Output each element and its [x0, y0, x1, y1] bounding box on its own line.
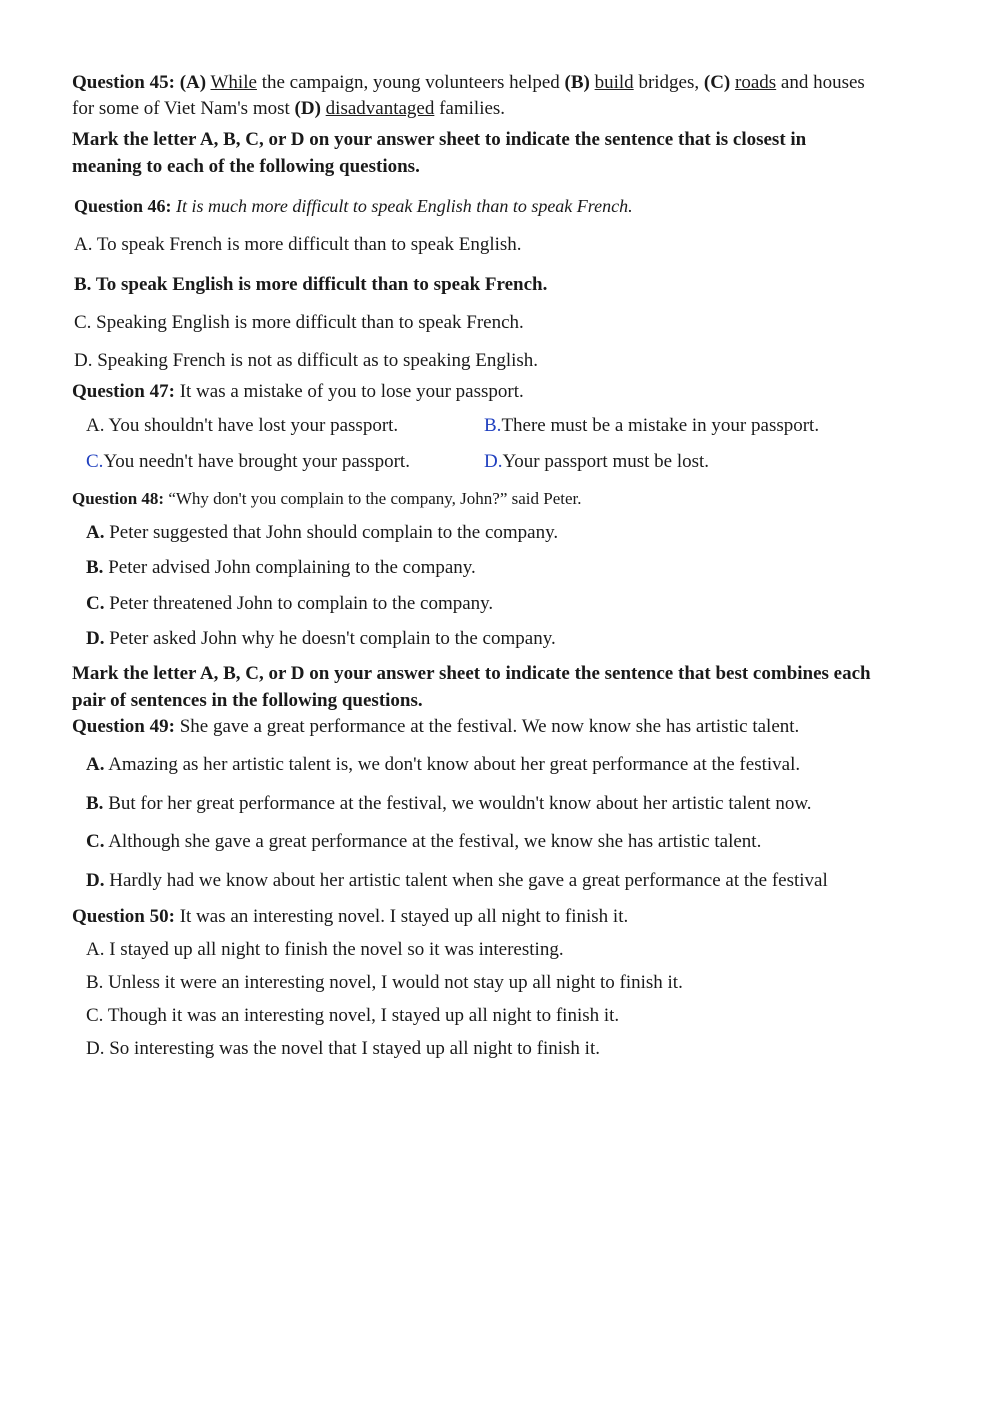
instruction-2-line-2: pair of sentences in the following questions. — [72, 690, 423, 711]
option-marker: (A) — [179, 72, 207, 93]
q47-question — [72, 380, 524, 404]
q45-line2-segments — [72, 98, 505, 119]
q47-option-b-text: There must be a mistake in your passport. — [501, 415, 820, 436]
q47-option-d-text: Your passport must be lost. — [502, 451, 710, 472]
q48-option-c-text: Peter threatened John to complain to the company. — [109, 593, 494, 614]
q50-option-c: C. Though it was an interesting novel, I stayed up all night to finish it. — [86, 1005, 620, 1026]
q47-option-d — [484, 450, 709, 474]
q46-option-c: C. Speaking English is more difficult than to speak French. — [74, 312, 524, 333]
q48-question — [72, 487, 582, 511]
q47-prompt: It was a mistake of you to lose your passport. — [179, 381, 524, 402]
q46-question — [74, 194, 633, 218]
q49-option-c-text: Although she gave a great performance at the festival, we know she has artistic talent. — [108, 831, 762, 852]
q50-question — [72, 905, 628, 929]
q47-option-c-letter: C. — [86, 451, 104, 472]
q48-option-d-letter: D. — [86, 628, 105, 649]
q49-label: Question 49: — [72, 716, 175, 737]
underlined-option-word: roads — [735, 72, 777, 93]
sentence-text: for some of Viet Nam's most — [72, 98, 295, 119]
option-marker: (C) — [703, 72, 731, 93]
q49-option-d — [86, 869, 828, 893]
q46-option-a: A. To speak French is more difficult than to speak English. — [74, 234, 522, 255]
q45-line1-segments — [180, 72, 865, 93]
instruction-1-line-1: Mark the letter A, B, C, or D on your answer sheet to indicate the sentence that is closest in — [72, 129, 807, 150]
q45-label: Question 45: — [72, 72, 175, 93]
q47-option-b-letter: B. — [484, 415, 502, 436]
q48-option-c-letter: C. — [86, 593, 105, 614]
underlined-option-word: While — [210, 72, 257, 93]
q50-prompt: It was an interesting novel. I stayed up all night to finish it. — [179, 906, 629, 927]
q48-option-a-text: Peter suggested that John should complain to the company. — [109, 522, 559, 543]
q47-option-b — [484, 414, 819, 438]
q49-option-d-text: Hardly had we know about her artistic talent when she gave a great performance at the festival — [109, 870, 828, 891]
q48-option-c — [86, 592, 493, 616]
q49-option-b-text: But for her great performance at the festival, we wouldn't know about her artistic talent now. — [108, 793, 812, 814]
q48-option-d — [86, 627, 556, 651]
q45-line-1 — [72, 71, 865, 95]
q49-option-a-text: Amazing as her artistic talent is, we don't know about her great performance at the festival. — [108, 754, 801, 775]
underlined-option-word: build — [594, 72, 634, 93]
option-marker: (B) — [564, 72, 590, 93]
q48-label: Question 48: — [72, 489, 165, 508]
q48-option-a-letter: A. — [86, 522, 105, 543]
underlined-option-word: disadvantaged — [325, 98, 435, 119]
q46-label: Question 46: — [74, 196, 172, 216]
q46-option-d: D. Speaking French is not as difficult as to speaking English. — [74, 350, 539, 371]
q50-option-a: A. I stayed up all night to finish the novel so it was interesting. — [86, 939, 564, 960]
q48-option-a — [86, 521, 558, 545]
q45-line-2 — [72, 97, 505, 121]
q48-prompt: “Why don't you complain to the company, John?” said Peter. — [168, 489, 582, 508]
q48-option-b-letter: B. — [86, 557, 104, 578]
q47-option-c — [86, 450, 410, 474]
q49-option-b — [86, 792, 812, 816]
q49-option-a-letter: A. — [86, 754, 105, 775]
q48-option-b-text: Peter advised John complaining to the company. — [108, 557, 476, 578]
q47-option-a: A. You shouldn't have lost your passport. — [86, 415, 399, 436]
q49-question — [72, 715, 799, 739]
q49-option-c-letter: C. — [86, 831, 105, 852]
sentence-text: the campaign, young volunteers helped — [256, 72, 565, 93]
q48-option-d-text: Peter asked John why he doesn't complain to the company. — [109, 628, 556, 649]
q47-label: Question 47: — [72, 381, 175, 402]
sentence-text: bridges, — [633, 72, 704, 93]
q47-option-c-text: You needn't have brought your passport. — [103, 451, 410, 472]
q49-option-c — [86, 830, 761, 854]
q49-prompt: She gave a great performance at the festival. We now know she has artistic talent. — [179, 716, 800, 737]
q46-option-b: B. To speak English is more difficult than to speak French. — [74, 274, 548, 295]
option-marker: (D) — [294, 98, 321, 119]
q49-option-a — [86, 753, 800, 777]
q49-option-b-letter: B. — [86, 793, 104, 814]
sentence-text: families. — [434, 98, 506, 119]
q48-option-b — [86, 556, 476, 580]
instruction-2-line-1: Mark the letter A, B, C, or D on your answer sheet to indicate the sentence that best combines each — [72, 663, 871, 684]
instruction-1-line-2: meaning to each of the following questions. — [72, 156, 420, 177]
q46-prompt: It is much more difficult to speak English than to speak French. — [176, 196, 633, 216]
q47-option-d-letter: D. — [484, 451, 503, 472]
q50-option-d: D. So interesting was the novel that I stayed up all night to finish it. — [86, 1038, 600, 1059]
q50-option-b: B. Unless it were an interesting novel, I would not stay up all night to finish it. — [86, 972, 683, 993]
sentence-text: and houses — [776, 72, 865, 93]
q50-label: Question 50: — [72, 906, 175, 927]
q49-option-d-letter: D. — [86, 870, 105, 891]
